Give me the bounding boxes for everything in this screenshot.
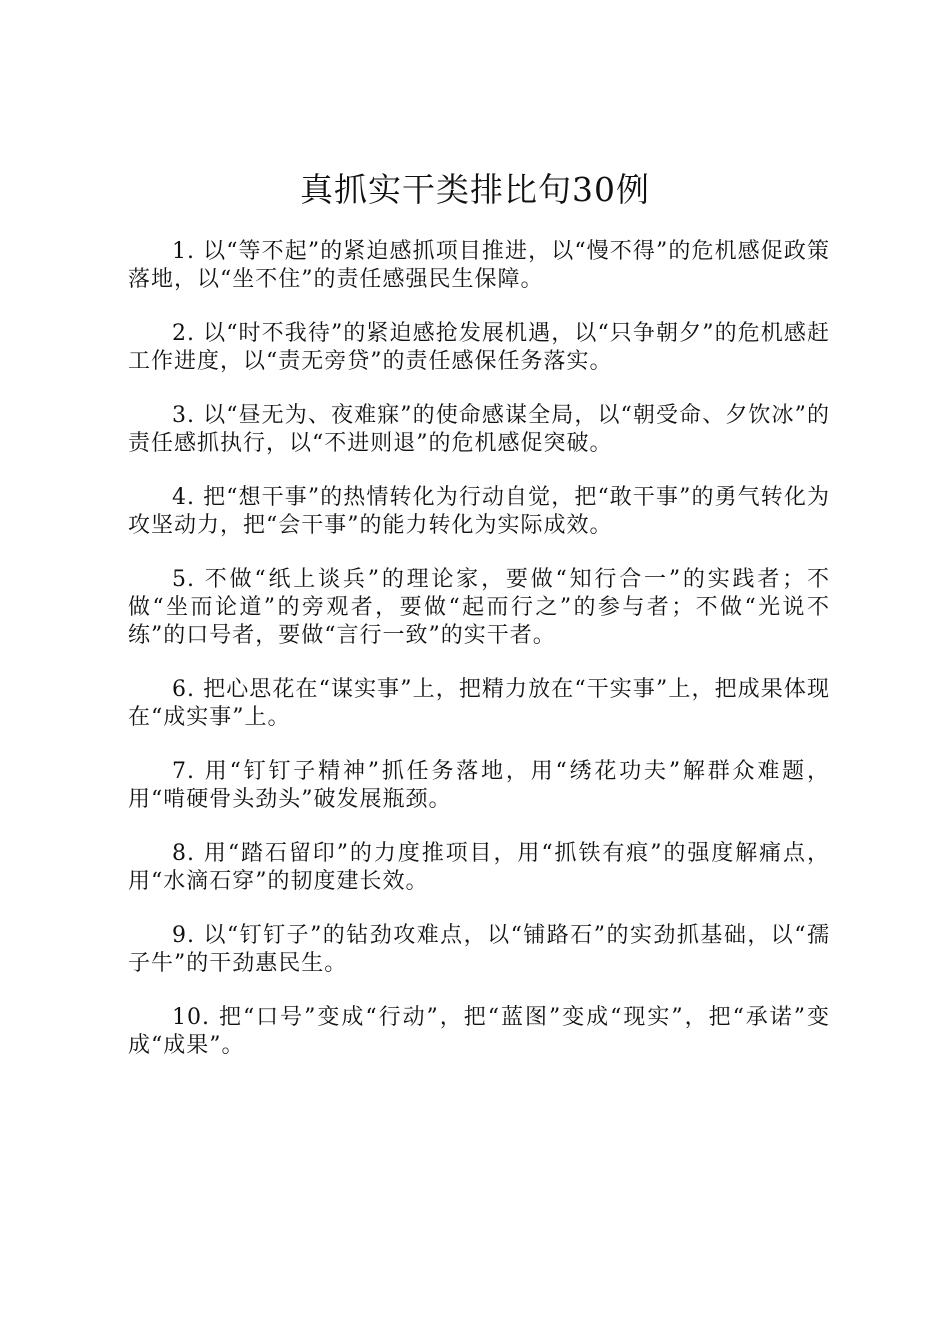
- list-item: 3. 以“昼无为、夜难寐”的使命感谋全局，以“朝受命、夕饮冰”的责任感抓执行，以“不进则退”的危机感促突破。: [128, 403, 830, 456]
- list-item: 5. 不做“纸上谈兵”的理论家，要做“知行合一”的实践者；不做“坐而论道”的旁观者，要做“起而行之”的参与者；不做“光说不练”的口号者，要做“言行一致”的实干者。: [128, 567, 830, 648]
- list-item: 4. 把“想干事”的热情转化为行动自觉，把“敢干事”的勇气转化为攻坚动力，把“会干事”的能力转化为实际成效。: [128, 485, 830, 538]
- document-title: 真抓实干类排比句30例: [300, 170, 650, 209]
- list-item: 8. 用“踏石留印”的力度推项目，用“抓铁有痕”的强度解痛点，用“水滴石穿”的韧度建长效。: [128, 841, 830, 894]
- list-item: 6. 把心思花在“谋实事”上，把精力放在“干实事”上，把成果体现在“成实事”上。: [128, 677, 830, 730]
- list-item: 1. 以“等不起”的紧迫感抓项目推进，以“慢不得”的危机感促政策落地，以“坐不住”的责任感强民生保障。: [128, 239, 830, 292]
- sentence-list: [128, 238, 830, 1086]
- list-item: 10. 把“口号”变成“行动”，把“蓝图”变成“现实”，把“承诺”变成“成果”。: [128, 1005, 830, 1058]
- list-item: 7. 用“钉钉子精神”抓任务落地，用“绣花功夫”解群众难题，用“啃硬骨头劲头”破发展瓶颈。: [128, 759, 830, 812]
- list-item: 9. 以“钉钉子”的钻劲攻难点，以“铺路石”的实劲抓基础，以“孺子牛”的干劲惠民生。: [128, 923, 830, 976]
- list-item: 2. 以“时不我待”的紧迫感抢发展机遇，以“只争朝夕”的危机感赶工作进度，以“责无旁贷”的责任感保任务落实。: [128, 321, 830, 374]
